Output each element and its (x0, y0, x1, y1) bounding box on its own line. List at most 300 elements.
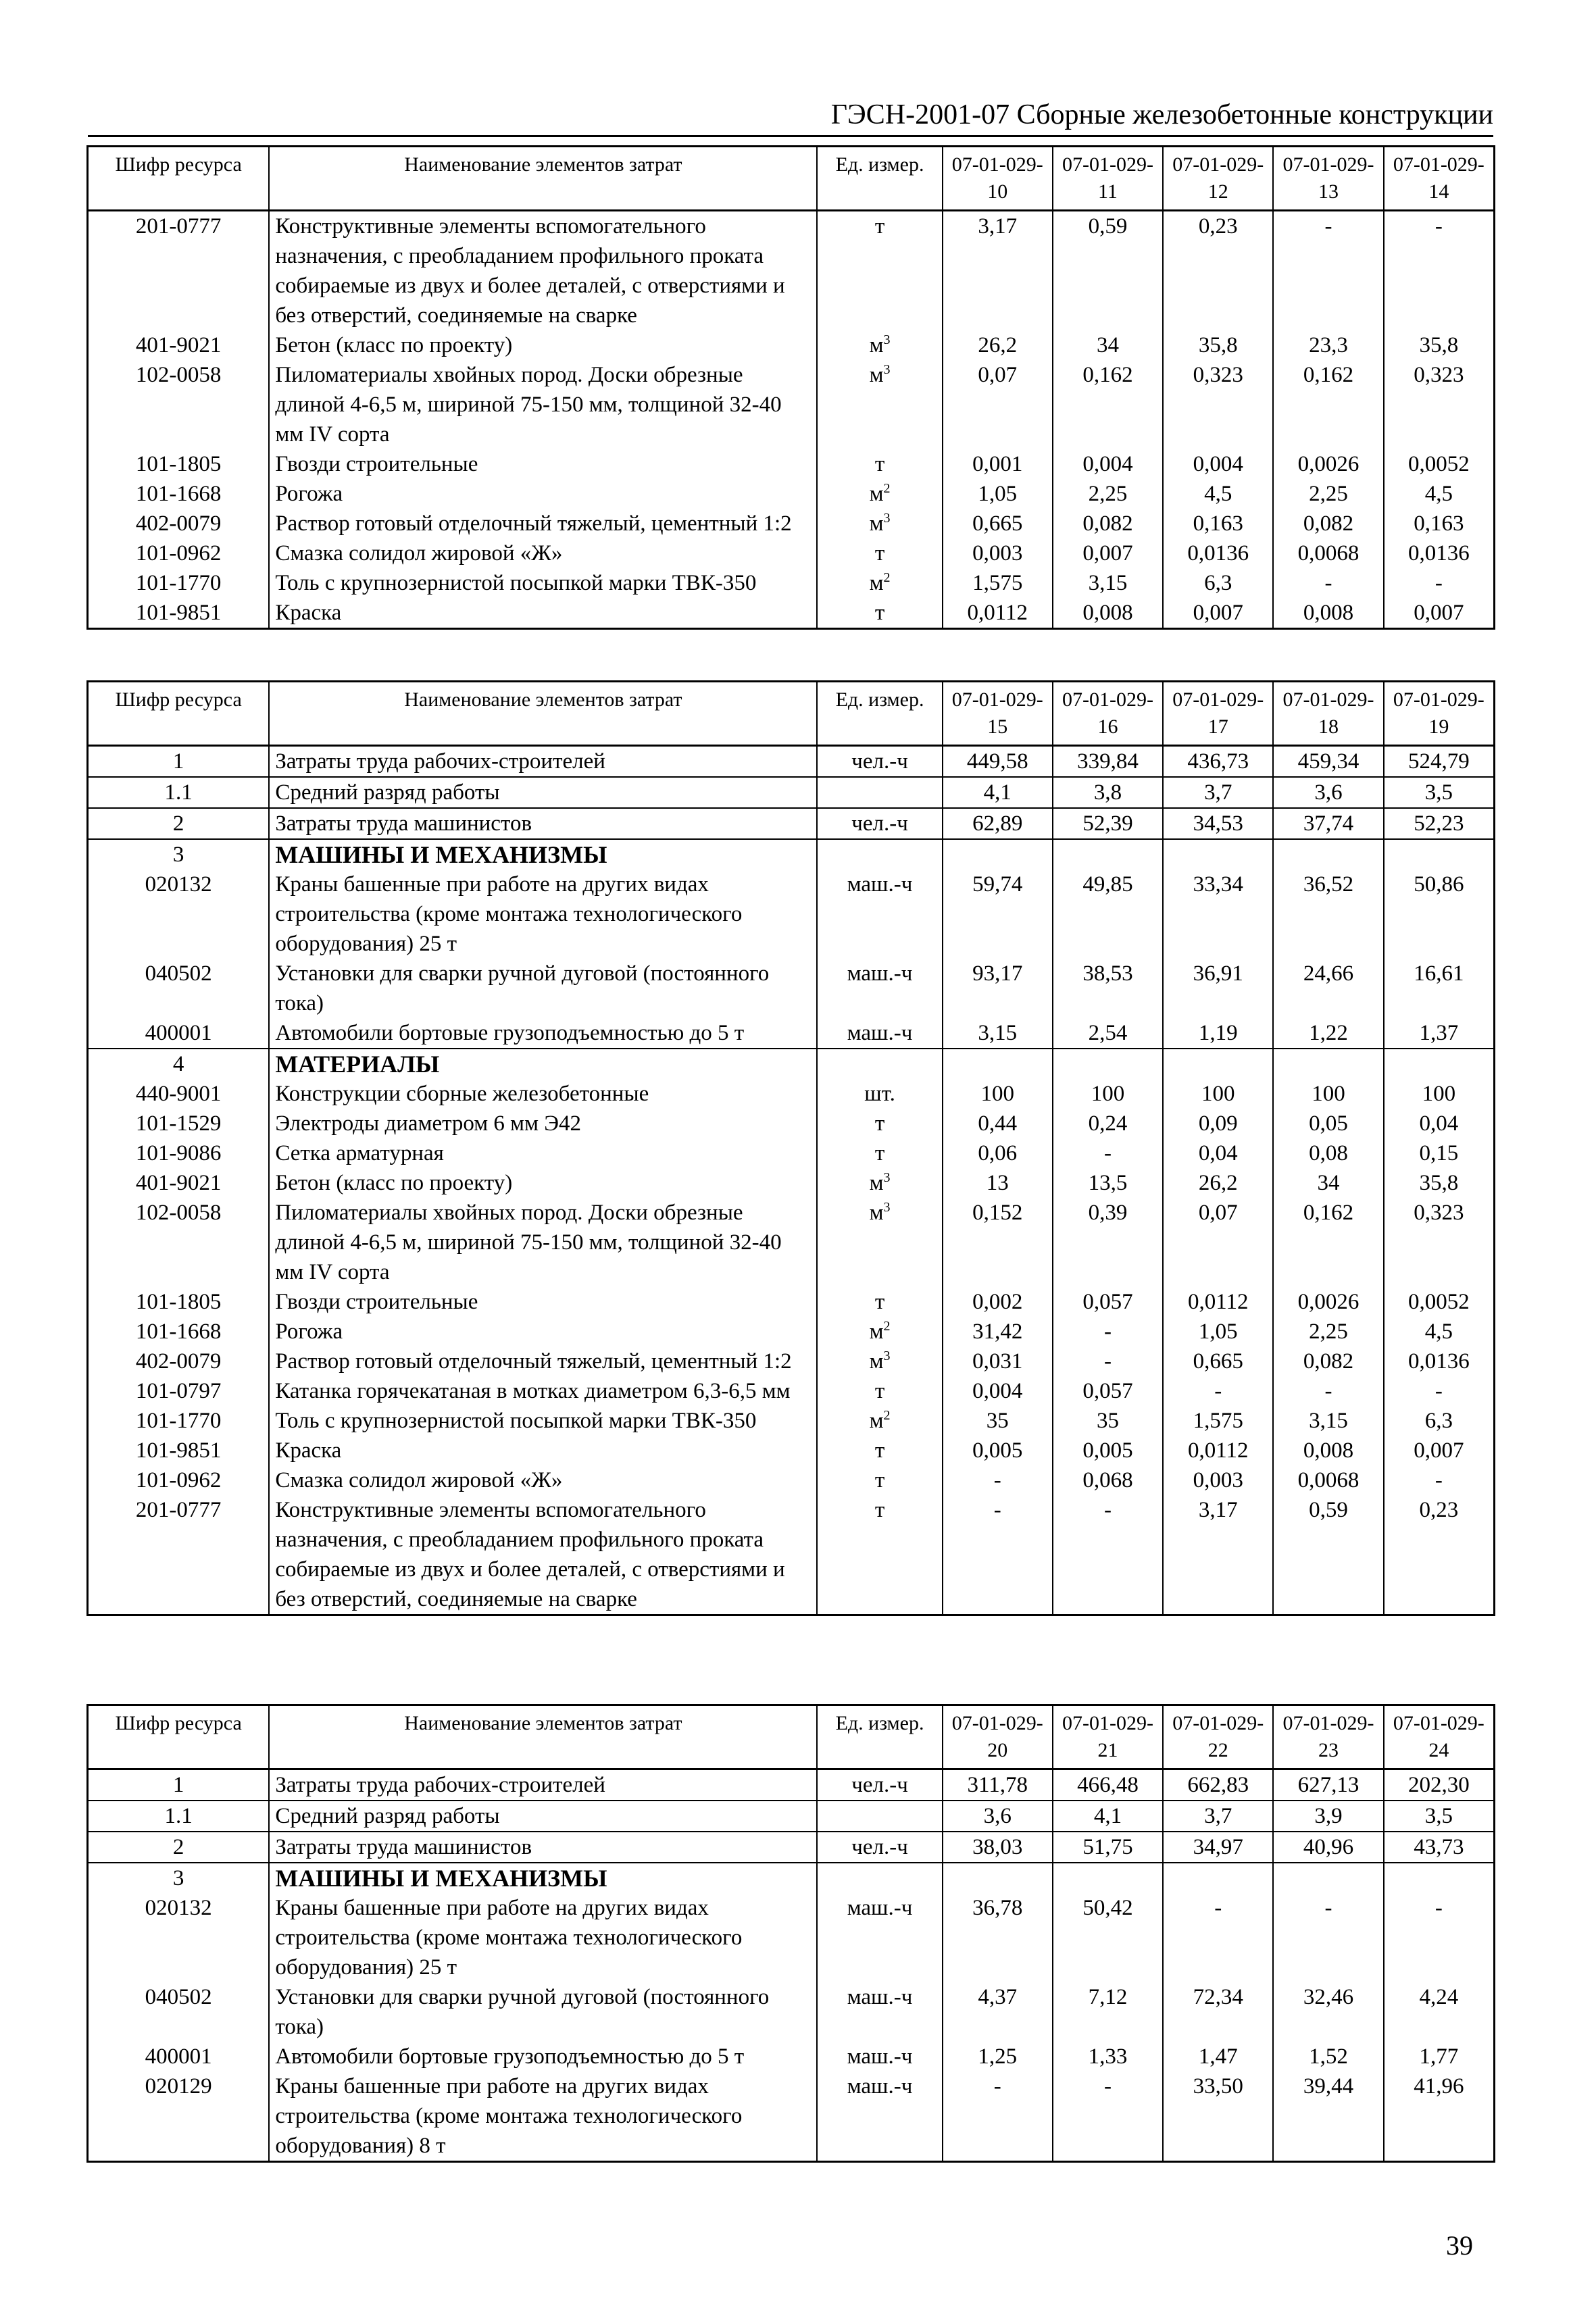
table-row (88, 1893, 1495, 1982)
resource-value: 0,0052 (1384, 1287, 1495, 1317)
resource-unit: маш.-ч (817, 959, 942, 1018)
header-norm-code: 07-01-029-13 (1273, 147, 1383, 211)
header-norm-code: 07-01-029-18 (1273, 682, 1383, 746)
header-name: Наименование элементов затрат (269, 1705, 817, 1769)
table-row (88, 1769, 1495, 1801)
header-norm-code: 07-01-029-12 (1163, 147, 1273, 211)
resource-name: Затраты труда машинистов (269, 1832, 817, 1863)
table-row (88, 330, 1495, 360)
resource-unit (817, 1863, 942, 1893)
resource-value: 0,001 (943, 449, 1053, 479)
resource-value: 0,0068 (1273, 538, 1383, 568)
table-row (88, 211, 1495, 331)
resource-value: - (1053, 1317, 1163, 1347)
resource-unit: т (817, 1436, 942, 1465)
resource-value: 0,0112 (1163, 1287, 1273, 1317)
resource-code: 020129 (88, 2071, 270, 2162)
resource-value: 40,96 (1273, 1832, 1383, 1863)
resource-value: 0,39 (1053, 1198, 1163, 1287)
resource-value: - (1053, 1138, 1163, 1168)
resource-value: 0,057 (1053, 1376, 1163, 1406)
resource-name: Гвозди строительные (269, 449, 817, 479)
table-row (88, 1436, 1495, 1465)
resource-value: 34,53 (1163, 808, 1273, 839)
resource-value: 34 (1273, 1168, 1383, 1198)
resource-value: 0,082 (1053, 509, 1163, 538)
resource-value: 0,007 (1384, 598, 1495, 629)
table-row (88, 1376, 1495, 1406)
resource-value: 35,8 (1163, 330, 1273, 360)
resource-value: 13,5 (1053, 1168, 1163, 1198)
resource-unit: т (817, 449, 942, 479)
resource-value: 52,23 (1384, 808, 1495, 839)
resource-unit: маш.-ч (817, 870, 942, 959)
resource-value: 37,74 (1273, 808, 1383, 839)
resource-value: 0,05 (1273, 1109, 1383, 1138)
resource-unit (817, 1801, 942, 1832)
resource-value: - (1273, 1376, 1383, 1406)
resource-value: 662,83 (1163, 1769, 1273, 1801)
table-row (88, 538, 1495, 568)
resource-unit: т (817, 1465, 942, 1495)
resource-value: 38,03 (943, 1832, 1053, 1863)
resource-code: 2 (88, 1832, 270, 1863)
resource-code: 440-9001 (88, 1079, 270, 1109)
resource-value: 1,37 (1384, 1018, 1495, 1049)
resource-value: - (1273, 211, 1383, 331)
resource-value: 0,15 (1384, 1138, 1495, 1168)
resource-unit: $м^2$ (817, 568, 942, 598)
table-row (88, 1287, 1495, 1317)
table-row (88, 509, 1495, 538)
resource-unit: $м^3$ (817, 1347, 942, 1376)
table-row (88, 2042, 1495, 2071)
resource-value: 3,15 (943, 1018, 1053, 1049)
resource-unit: т (817, 538, 942, 568)
resource-value: 2,25 (1053, 479, 1163, 509)
table-row (88, 870, 1495, 959)
resource-unit: маш.-ч (817, 1893, 942, 1982)
resource-value: 0,24 (1053, 1109, 1163, 1138)
header-norm-code: 07-01-029-24 (1384, 1705, 1495, 1769)
resource-value: - (1273, 1893, 1383, 1982)
resource-name: Сетка арматурная (269, 1138, 817, 1168)
resource-value: 36,78 (943, 1893, 1053, 1982)
resource-value: 466,48 (1053, 1769, 1163, 1801)
resource-value: 0,007 (1053, 538, 1163, 568)
resource-value: - (1384, 1893, 1495, 1982)
resource-name: Катанка горячекатаная в мотках диаметром 6,3-6,5 мм (269, 1376, 817, 1406)
resource-value: 6,3 (1163, 568, 1273, 598)
resource-value: 4,1 (943, 777, 1053, 808)
resource-value: 1,52 (1273, 2042, 1383, 2071)
resource-value (1273, 839, 1383, 870)
resource-value: 0,0052 (1384, 449, 1495, 479)
resource-name: Краны башенные при работе на других видах строительства (кроме монтажа технологического оборудования) 25 т (269, 870, 817, 959)
table-row (88, 1018, 1495, 1049)
table-row (88, 777, 1495, 808)
resource-name: Электроды диаметром 6 мм Э42 (269, 1109, 817, 1138)
resource-code: 101-0797 (88, 1376, 270, 1406)
resource-value: 3,15 (1273, 1406, 1383, 1436)
resource-value: 0,07 (943, 360, 1053, 449)
resource-value: 0,007 (1384, 1436, 1495, 1465)
resource-value: 0,59 (1273, 1495, 1383, 1615)
header-norm-code: 07-01-029-16 (1053, 682, 1163, 746)
resource-code: 101-1668 (88, 1317, 270, 1347)
resource-value: - (1163, 1376, 1273, 1406)
resource-value: 3,17 (943, 211, 1053, 331)
table-row (88, 1138, 1495, 1168)
table-row (88, 808, 1495, 839)
resource-code: 1.1 (88, 1801, 270, 1832)
resource-name: Раствор готовый отделочный тяжелый, цементный 1:2 (269, 1347, 817, 1376)
table-row (88, 1168, 1495, 1198)
resource-value: 0,005 (943, 1436, 1053, 1465)
resource-value: - (943, 1465, 1053, 1495)
resource-value: - (1053, 2071, 1163, 2162)
resource-code: 020132 (88, 870, 270, 959)
resource-value (1163, 1049, 1273, 1079)
resource-code: 040502 (88, 1982, 270, 2042)
resource-value: 6,3 (1384, 1406, 1495, 1436)
resource-value: 3,5 (1384, 1801, 1495, 1832)
resource-value: 0,06 (943, 1138, 1053, 1168)
resource-value: - (1384, 568, 1495, 598)
resource-value: 1,22 (1273, 1018, 1383, 1049)
resource-code: 4 (88, 1049, 270, 1079)
resource-value: 1,47 (1163, 2042, 1273, 2071)
resource-value: 43,73 (1384, 1832, 1495, 1863)
resource-value: 449,58 (943, 746, 1053, 778)
resource-name: Средний разряд работы (269, 1801, 817, 1832)
resource-value: 3,9 (1273, 1801, 1383, 1832)
resource-name: Рогожа (269, 1317, 817, 1347)
resource-value: 436,73 (1163, 746, 1273, 778)
resource-value: 35 (943, 1406, 1053, 1436)
resource-value: 0,08 (1273, 1138, 1383, 1168)
resource-name: Установки для сварки ручной дуговой (постоянного тока) (269, 1982, 817, 2042)
resource-value: 50,86 (1384, 870, 1495, 959)
resource-value: 0,152 (943, 1198, 1053, 1287)
resource-value: 202,30 (1384, 1769, 1495, 1801)
resource-value: 0,0112 (943, 598, 1053, 629)
resource-value: 34 (1053, 330, 1163, 360)
table-row (88, 568, 1495, 598)
resource-value: - (943, 2071, 1053, 2162)
resource-value: 0,003 (943, 538, 1053, 568)
header-unit: Ед. измер. (817, 147, 942, 211)
resource-value: - (1384, 1376, 1495, 1406)
resource-value: 0,0136 (1384, 1347, 1495, 1376)
header-code: Шифр ресурса (88, 147, 270, 211)
resource-code: 101-1805 (88, 449, 270, 479)
resource-unit: маш.-ч (817, 2071, 942, 2162)
resource-code: 102-0058 (88, 360, 270, 449)
header-code: Шифр ресурса (88, 1705, 270, 1769)
resource-value (1053, 1863, 1163, 1893)
resource-name: Гвозди строительные (269, 1287, 817, 1317)
table-header-row (88, 1705, 1495, 1769)
resource-value (1163, 839, 1273, 870)
resource-name: Бетон (класс по проекту) (269, 1168, 817, 1198)
header-unit: Ед. измер. (817, 682, 942, 746)
resource-value: 33,34 (1163, 870, 1273, 959)
resource-code: 401-9021 (88, 330, 270, 360)
resource-unit: т (817, 1138, 942, 1168)
table-row (88, 479, 1495, 509)
resource-unit: чел.-ч (817, 808, 942, 839)
resource-value: 33,50 (1163, 2071, 1273, 2162)
resource-value: 0,068 (1053, 1465, 1163, 1495)
resource-value: 0,082 (1273, 509, 1383, 538)
resource-value: 2,25 (1273, 479, 1383, 509)
resource-value: 311,78 (943, 1769, 1053, 1801)
resource-value: 0,09 (1163, 1109, 1273, 1138)
table-row (88, 746, 1495, 778)
resource-value: 0,002 (943, 1287, 1053, 1317)
resource-code: 101-1770 (88, 568, 270, 598)
resource-code: 101-1770 (88, 1406, 270, 1436)
resource-value: 339,84 (1053, 746, 1163, 778)
resource-value: 100 (1273, 1079, 1383, 1109)
resource-value: 0,162 (1273, 360, 1383, 449)
resource-code: 1 (88, 1769, 270, 1801)
resource-value: 3,17 (1163, 1495, 1273, 1615)
resource-unit (817, 777, 942, 808)
resource-code: 101-9851 (88, 1436, 270, 1465)
resource-value: 41,96 (1384, 2071, 1495, 2162)
table-row (88, 1347, 1495, 1376)
resource-name: Конструктивные элементы вспомогательного назначения, с преобладанием профильного проката собираемые из двух и более деталей, с отверстиями и без отверстий, соединяемые на сварке (269, 1495, 817, 1615)
resource-unit (817, 839, 942, 870)
resource-value: 3,7 (1163, 1801, 1273, 1832)
resource-value: - (943, 1495, 1053, 1615)
resource-name: Автомобили бортовые грузоподъемностью до 5 т (269, 2042, 817, 2071)
resource-value: 0,008 (1273, 598, 1383, 629)
resource-value: 35,8 (1384, 1168, 1495, 1198)
header-norm-code: 07-01-029-23 (1273, 1705, 1383, 1769)
resource-code: 101-0962 (88, 538, 270, 568)
resource-value: 72,34 (1163, 1982, 1273, 2042)
table-row (88, 1049, 1495, 1079)
table-row (88, 1863, 1495, 1893)
resource-name: Конструктивные элементы вспомогательного назначения, с преобладанием профильного проката собираемые из двух и более деталей, с отверстиями и без отверстий, соединяемые на сварке (269, 211, 817, 331)
resource-value: 0,0026 (1273, 449, 1383, 479)
table-row (88, 449, 1495, 479)
resource-value: 0,0136 (1163, 538, 1273, 568)
resource-unit: $м^3$ (817, 360, 942, 449)
resource-unit: чел.-ч (817, 1769, 942, 1801)
resource-value: 3,8 (1053, 777, 1163, 808)
page-title: ГЭСН-2001-07 Сборные железобетонные конструкции (830, 99, 1493, 130)
resource-value: 0,0026 (1273, 1287, 1383, 1317)
table-row (88, 1495, 1495, 1615)
resource-value: 16,61 (1384, 959, 1495, 1018)
table-row (88, 839, 1495, 870)
resource-value (943, 1863, 1053, 1893)
header-name: Наименование элементов затрат (269, 682, 817, 746)
resource-value: 23,3 (1273, 330, 1383, 360)
resource-name: Краны башенные при работе на других видах строительства (кроме монтажа технологического оборудования) 25 т (269, 1893, 817, 1982)
table-header-row (88, 147, 1495, 211)
resource-unit: маш.-ч (817, 1018, 942, 1049)
resource-value: 4,37 (943, 1982, 1053, 2042)
resource-code: 1.1 (88, 777, 270, 808)
resource-unit: $м^2$ (817, 1317, 942, 1347)
resource-value: 0,04 (1384, 1109, 1495, 1138)
header-code: Шифр ресурса (88, 682, 270, 746)
resource-value (943, 839, 1053, 870)
resource-code: 101-9851 (88, 598, 270, 629)
resource-value: 0,23 (1384, 1495, 1495, 1615)
resource-value: 50,42 (1053, 1893, 1163, 1982)
resource-value: 93,17 (943, 959, 1053, 1018)
resource-value: 0,007 (1163, 598, 1273, 629)
resource-value: 0,082 (1273, 1347, 1383, 1376)
resource-value: 62,89 (943, 808, 1053, 839)
resource-name: Рогожа (269, 479, 817, 509)
header-norm-code: 07-01-029-21 (1053, 1705, 1163, 1769)
resource-name: Краска (269, 1436, 817, 1465)
resource-value (1273, 1863, 1383, 1893)
resource-value: 36,91 (1163, 959, 1273, 1018)
resource-value: 0,665 (1163, 1347, 1273, 1376)
resource-value: 51,75 (1053, 1832, 1163, 1863)
resource-name: МАШИНЫ И МЕХАНИЗМЫ (269, 839, 817, 870)
resource-code: 3 (88, 839, 270, 870)
resource-unit: маш.-ч (817, 1982, 942, 2042)
resource-code: 401-9021 (88, 1168, 270, 1198)
resource-unit: $м^2$ (817, 479, 942, 509)
table-row (88, 1465, 1495, 1495)
resource-value: 459,34 (1273, 746, 1383, 778)
resource-value: 1,575 (1163, 1406, 1273, 1436)
resource-value: 4,5 (1163, 479, 1273, 509)
resource-value: 0,162 (1053, 360, 1163, 449)
resource-code: 101-1529 (88, 1109, 270, 1138)
resource-unit: чел.-ч (817, 746, 942, 778)
resource-name: МАТЕРИАЛЫ (269, 1049, 817, 1079)
resource-unit: т (817, 211, 942, 331)
resource-value: 0,004 (1053, 449, 1163, 479)
resource-value: - (1273, 568, 1383, 598)
table-row (88, 1317, 1495, 1347)
resource-name: Бетон (класс по проекту) (269, 330, 817, 360)
resource-unit: т (817, 1495, 942, 1615)
resource-value: 0,0112 (1163, 1436, 1273, 1465)
table-row (88, 1198, 1495, 1287)
header-norm-code: 07-01-029-22 (1163, 1705, 1273, 1769)
resource-value: 0,23 (1163, 211, 1273, 331)
resource-table-1 (86, 145, 1495, 630)
resource-name: Средний разряд работы (269, 777, 817, 808)
resource-code: 101-0962 (88, 1465, 270, 1495)
resource-name: Смазка солидол жировой «Ж» (269, 538, 817, 568)
resource-value: 100 (1384, 1079, 1495, 1109)
resource-value: 0,004 (1163, 449, 1273, 479)
resource-unit: $м^2$ (817, 1406, 942, 1436)
resource-value: 1,19 (1163, 1018, 1273, 1049)
resource-value: 32,46 (1273, 1982, 1383, 2042)
resource-value: 4,5 (1384, 479, 1495, 509)
resource-value (1384, 1863, 1495, 1893)
table-header-row (88, 682, 1495, 746)
resource-name: Затраты труда рабочих-строителей (269, 746, 817, 778)
resource-value: 38,53 (1053, 959, 1163, 1018)
table-row (88, 1406, 1495, 1436)
resource-name: Толь с крупнозернистой посыпкой марки ТВК-350 (269, 568, 817, 598)
resource-code: 402-0079 (88, 1347, 270, 1376)
resource-value: - (1384, 211, 1495, 331)
resource-value (1053, 839, 1163, 870)
resource-name: МАШИНЫ И МЕХАНИЗМЫ (269, 1863, 817, 1893)
resource-table-2 (86, 680, 1495, 1616)
resource-unit: $м^3$ (817, 1168, 942, 1198)
table-row (88, 598, 1495, 629)
resource-value: 627,13 (1273, 1769, 1383, 1801)
header-norm-code: 07-01-029-20 (943, 1705, 1053, 1769)
resource-name: Краска (269, 598, 817, 629)
header-norm-code: 07-01-029-17 (1163, 682, 1273, 746)
resource-value: 35 (1053, 1406, 1163, 1436)
resource-unit: $м^3$ (817, 509, 942, 538)
page-number: 39 (1446, 2230, 1473, 2261)
resource-value: 3,6 (943, 1801, 1053, 1832)
header-norm-code: 07-01-029-19 (1384, 682, 1495, 746)
resource-value: 59,74 (943, 870, 1053, 959)
resource-value: 0,008 (1053, 598, 1163, 629)
resource-value: 4,24 (1384, 1982, 1495, 2042)
resource-value: - (1053, 1495, 1163, 1615)
resource-value: 524,79 (1384, 746, 1495, 778)
resource-code: 201-0777 (88, 211, 270, 331)
resource-name: Конструкции сборные железобетонные (269, 1079, 817, 1109)
resource-value: 4,5 (1384, 1317, 1495, 1347)
resource-code: 400001 (88, 1018, 270, 1049)
table-row (88, 1832, 1495, 1863)
table-row (88, 1801, 1495, 1832)
table-row (88, 1109, 1495, 1138)
resource-code: 040502 (88, 959, 270, 1018)
resource-value: 0,057 (1053, 1287, 1163, 1317)
resource-value: 0,163 (1384, 509, 1495, 538)
table-row (88, 1982, 1495, 2042)
resource-code: 201-0777 (88, 1495, 270, 1615)
resource-value: - (1384, 1465, 1495, 1495)
resource-name: Смазка солидол жировой «Ж» (269, 1465, 817, 1495)
resource-value: 52,39 (1053, 808, 1163, 839)
resource-unit: чел.-ч (817, 1832, 942, 1863)
header-name: Наименование элементов затрат (269, 147, 817, 211)
resource-value: 2,25 (1273, 1317, 1383, 1347)
resource-value: 0,003 (1163, 1465, 1273, 1495)
resource-value: 3,5 (1384, 777, 1495, 808)
resource-value: 2,54 (1053, 1018, 1163, 1049)
resource-value: 31,42 (943, 1317, 1053, 1347)
resource-code: 3 (88, 1863, 270, 1893)
header-unit: Ед. измер. (817, 1705, 942, 1769)
header-norm-code: 07-01-029-10 (943, 147, 1053, 211)
resource-value: 24,66 (1273, 959, 1383, 1018)
resource-name: Автомобили бортовые грузоподъемностью до 5 т (269, 1018, 817, 1049)
resource-table-3 (86, 1704, 1495, 2163)
resource-value: 7,12 (1053, 1982, 1163, 2042)
resource-unit: шт. (817, 1079, 942, 1109)
resource-code: 402-0079 (88, 509, 270, 538)
resource-value: 26,2 (943, 330, 1053, 360)
resource-value: 100 (1053, 1079, 1163, 1109)
